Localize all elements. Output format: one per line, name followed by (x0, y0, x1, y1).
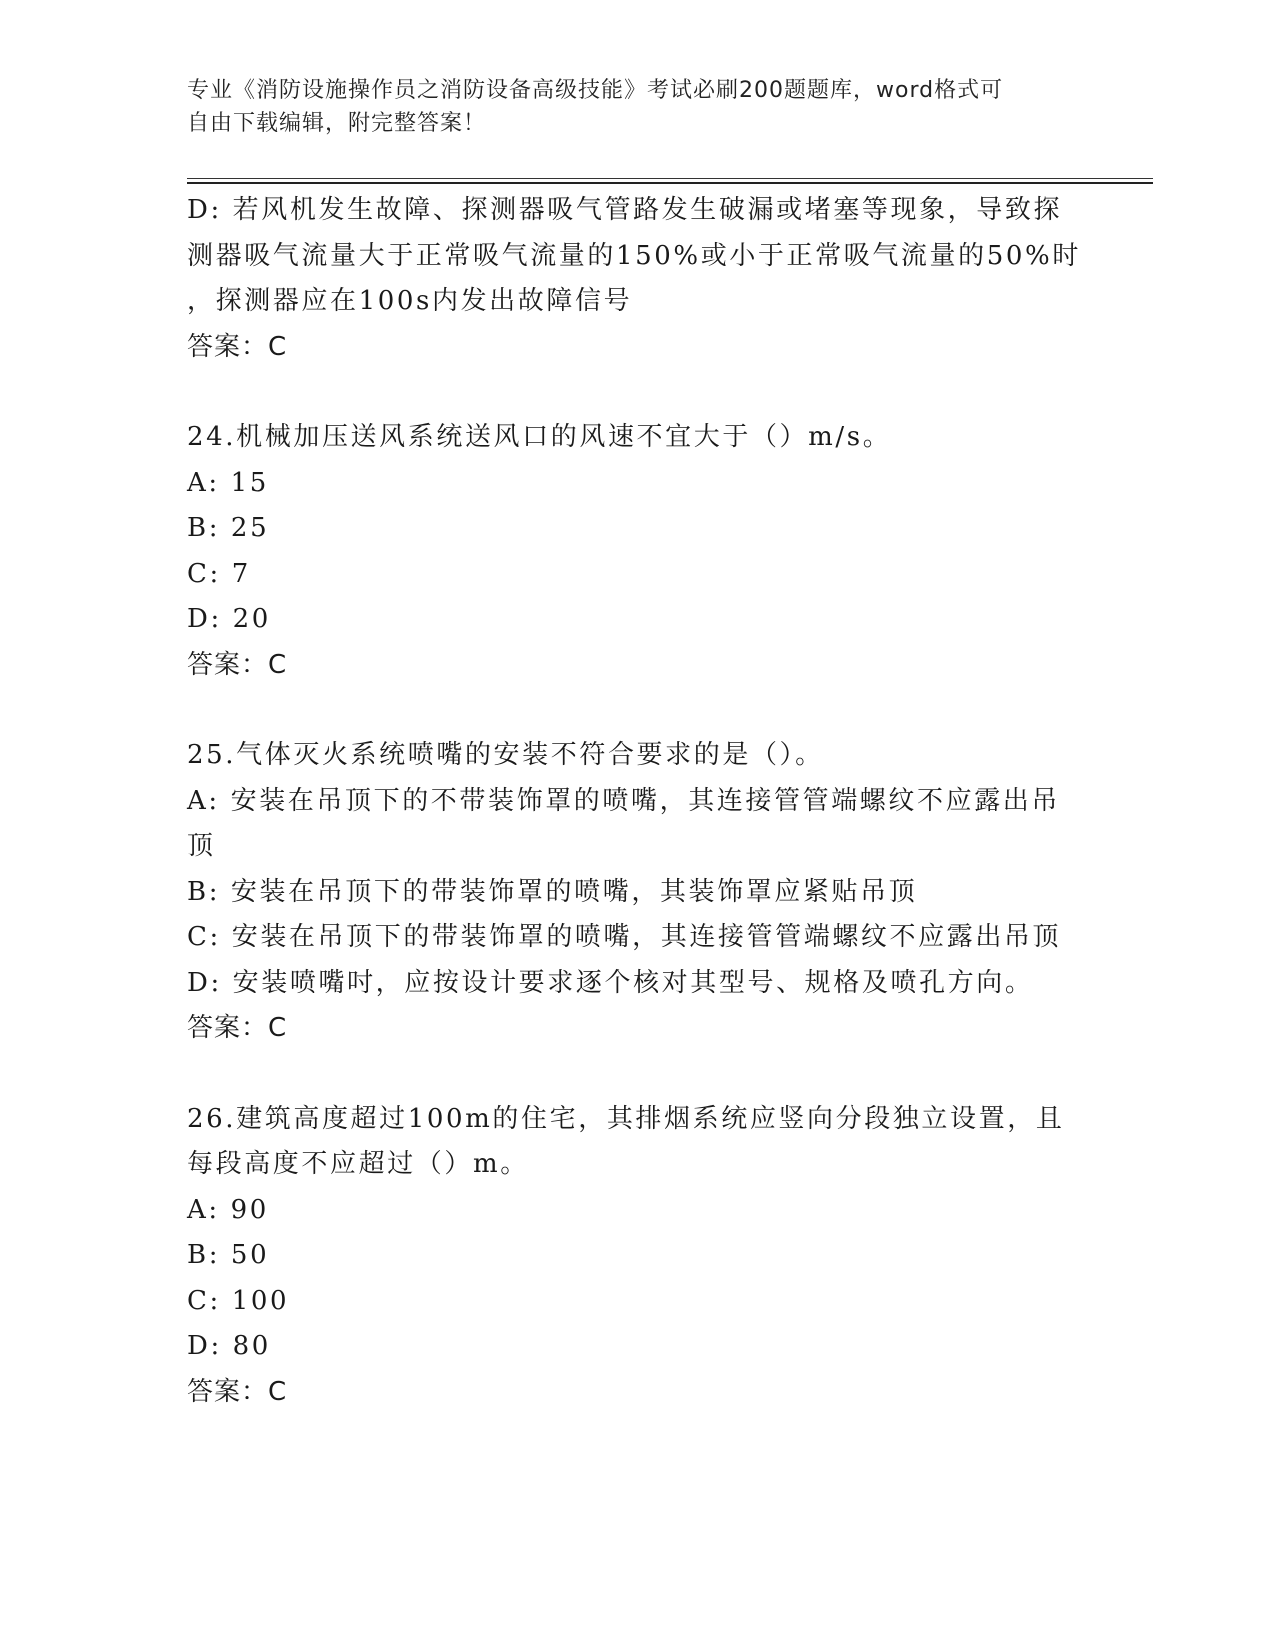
question-stem: 26.建筑高度超过100m的住宅，其排烟系统应竖向分段独立设置，且 (187, 1103, 1065, 1134)
document-header (187, 74, 1067, 140)
question-stem-continued: 每段高度不应超过（）m。 (187, 1149, 529, 1179)
option-a: A: 90 (187, 1194, 269, 1225)
option-line: 测器吸气流量大于正常吸气流量的150%或小于正常吸气流量的50%时 (187, 240, 1081, 271)
question-25-block (187, 733, 1087, 1052)
option-a: A: 安装在吊顶下的不带装饰罩的喷嘴，其连接管管端螺纹不应露出吊 (187, 785, 1061, 816)
option-a: A: 15 (187, 467, 269, 498)
question-24-block (187, 415, 1087, 688)
option-line: ，探测器应在100s内发出故障信号 (187, 286, 633, 316)
question-stem: 24.机械加压送风系统送风口的风速不宜大于（）m/s。 (187, 422, 892, 452)
option-line: D: 若风机发生故障、探测器吸气管路发生破漏或堵塞等现象，导致探 (187, 195, 1063, 225)
answer-line: 答案：C (187, 331, 288, 362)
option-c: C: 100 (187, 1285, 290, 1316)
header-divider-thick (187, 182, 1153, 184)
header-line-2: 自由下载编辑，附完整答案！ (187, 111, 487, 136)
option-d: D: 20 (187, 604, 271, 634)
option-a-continued: 顶 (187, 831, 216, 861)
spacer (187, 1052, 1087, 1097)
answer-line: 答案：C (187, 649, 288, 680)
spacer (187, 370, 1087, 415)
answer-line: 答案：C (187, 1376, 288, 1407)
option-b: B: 50 (187, 1240, 270, 1270)
header-line-1: 专业《消防设施操作员之消防设备高级技能》考试必刷200题题库，word格式可 (187, 78, 1004, 103)
option-d: D: 80 (187, 1331, 271, 1361)
question-content (187, 188, 1087, 1415)
question-26-block (187, 1097, 1087, 1416)
option-d: D: 安装喷嘴吋，应按设计要求逐个核对其型号、规格及喷孔方向。 (187, 967, 1034, 998)
question-stem: 25.气体灭火系统喷嘴的安装不符合要求的是（）。 (187, 740, 824, 770)
option-b: B: 安装在吊顶下的带装饰罩的喷嘴，其装饰罩应紧贴吊顶 (187, 876, 918, 907)
header-divider-thin (187, 178, 1153, 179)
answer-line: 答案：C (187, 1013, 288, 1043)
spacer (187, 688, 1087, 733)
option-b: B: 25 (187, 513, 270, 543)
prev-question-block (187, 188, 1087, 370)
option-c: C: 安装在吊顶下的带装饰罩的喷嘴，其连接管管端螺纹不应露出吊顶 (187, 922, 1062, 952)
option-c: C: 7 (187, 558, 251, 589)
